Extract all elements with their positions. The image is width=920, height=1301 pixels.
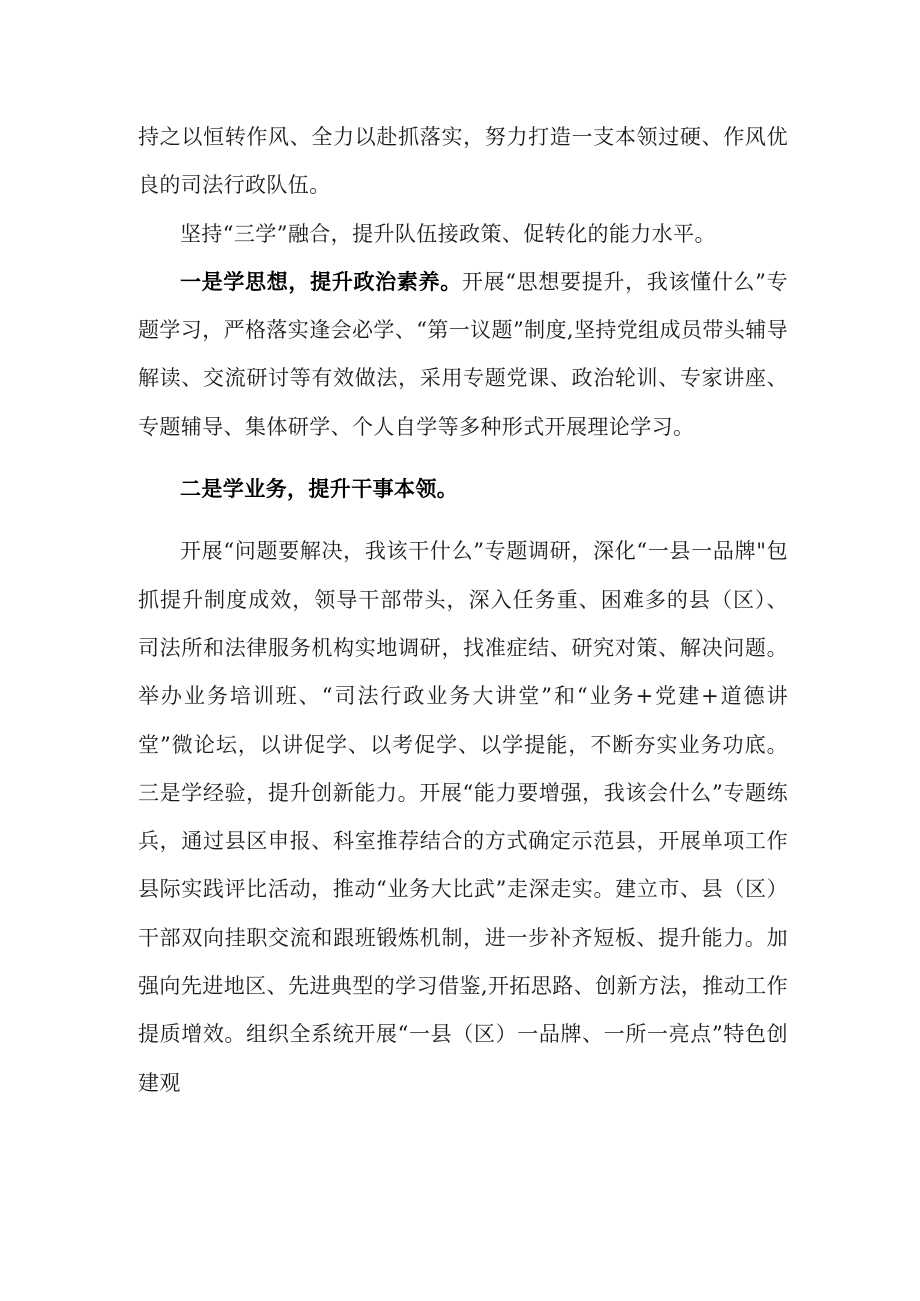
paragraph-3-body: 开展“思想要提升，我该懂什么”专题学习，严格落实逢会必学、“第一议题”制度,坚持党组成员带头辅导解读、交流研讨等有效做法，采用专题党课、政治轮训、专家讲座、专题辅导、集体研学、个人自学等多种形式开展理论学习。 — [138, 269, 789, 439]
document-body — [138, 113, 788, 1107]
paragraph-2: 坚持“三学”融合，提升队伍接政策、促转化的能力水平。 — [180, 221, 716, 246]
paragraph-1: 持之以恒转作风、全力以赴抓落实，努力打造一支本领过硬、作风优良的司法行政队伍。 — [138, 125, 788, 198]
paragraph-3 — [138, 258, 788, 451]
section-heading-business: 二是学业务，提升干事本领。 — [180, 476, 459, 502]
paragraph-3-heading: 一是学思想，提升政治素养。 — [180, 268, 462, 294]
paragraph-4-heading — [138, 465, 788, 513]
paragraph-5: 开展“问题要解决，我该干什么”专题调研，深化“一县一品牌"包抓提升制度成效，领导干部带头，深入任务重、困难多的县（区）、司法所和法律服务机构实地调研，找准症结、研究对策、解决问题。举办业务培训班、“司法行政业务大讲堂”和“业务+党建+道德讲堂”微论坛，以讲促学、以考促学、以学提能，不断夯实业务功底。三是学经验，提升创新能力。开展“能力要增强，我该会什么”专题练兵，通过县区申报、科室推荐结合的方式确定示范县，开展单项工作县际实践评比活动，推动“业务大比武”走深走实。建立市、县（区）干部双向挂职交流和跟班锻炼机制，进一步补齐短板、提升能力。加强向先进地区、先进典型的学习借鉴,开拓思路、创新方法，推动工作提质增效。组织全系统开展“一县（区）一品牌、一所一亮点”特色创建观 — [138, 539, 788, 1095]
